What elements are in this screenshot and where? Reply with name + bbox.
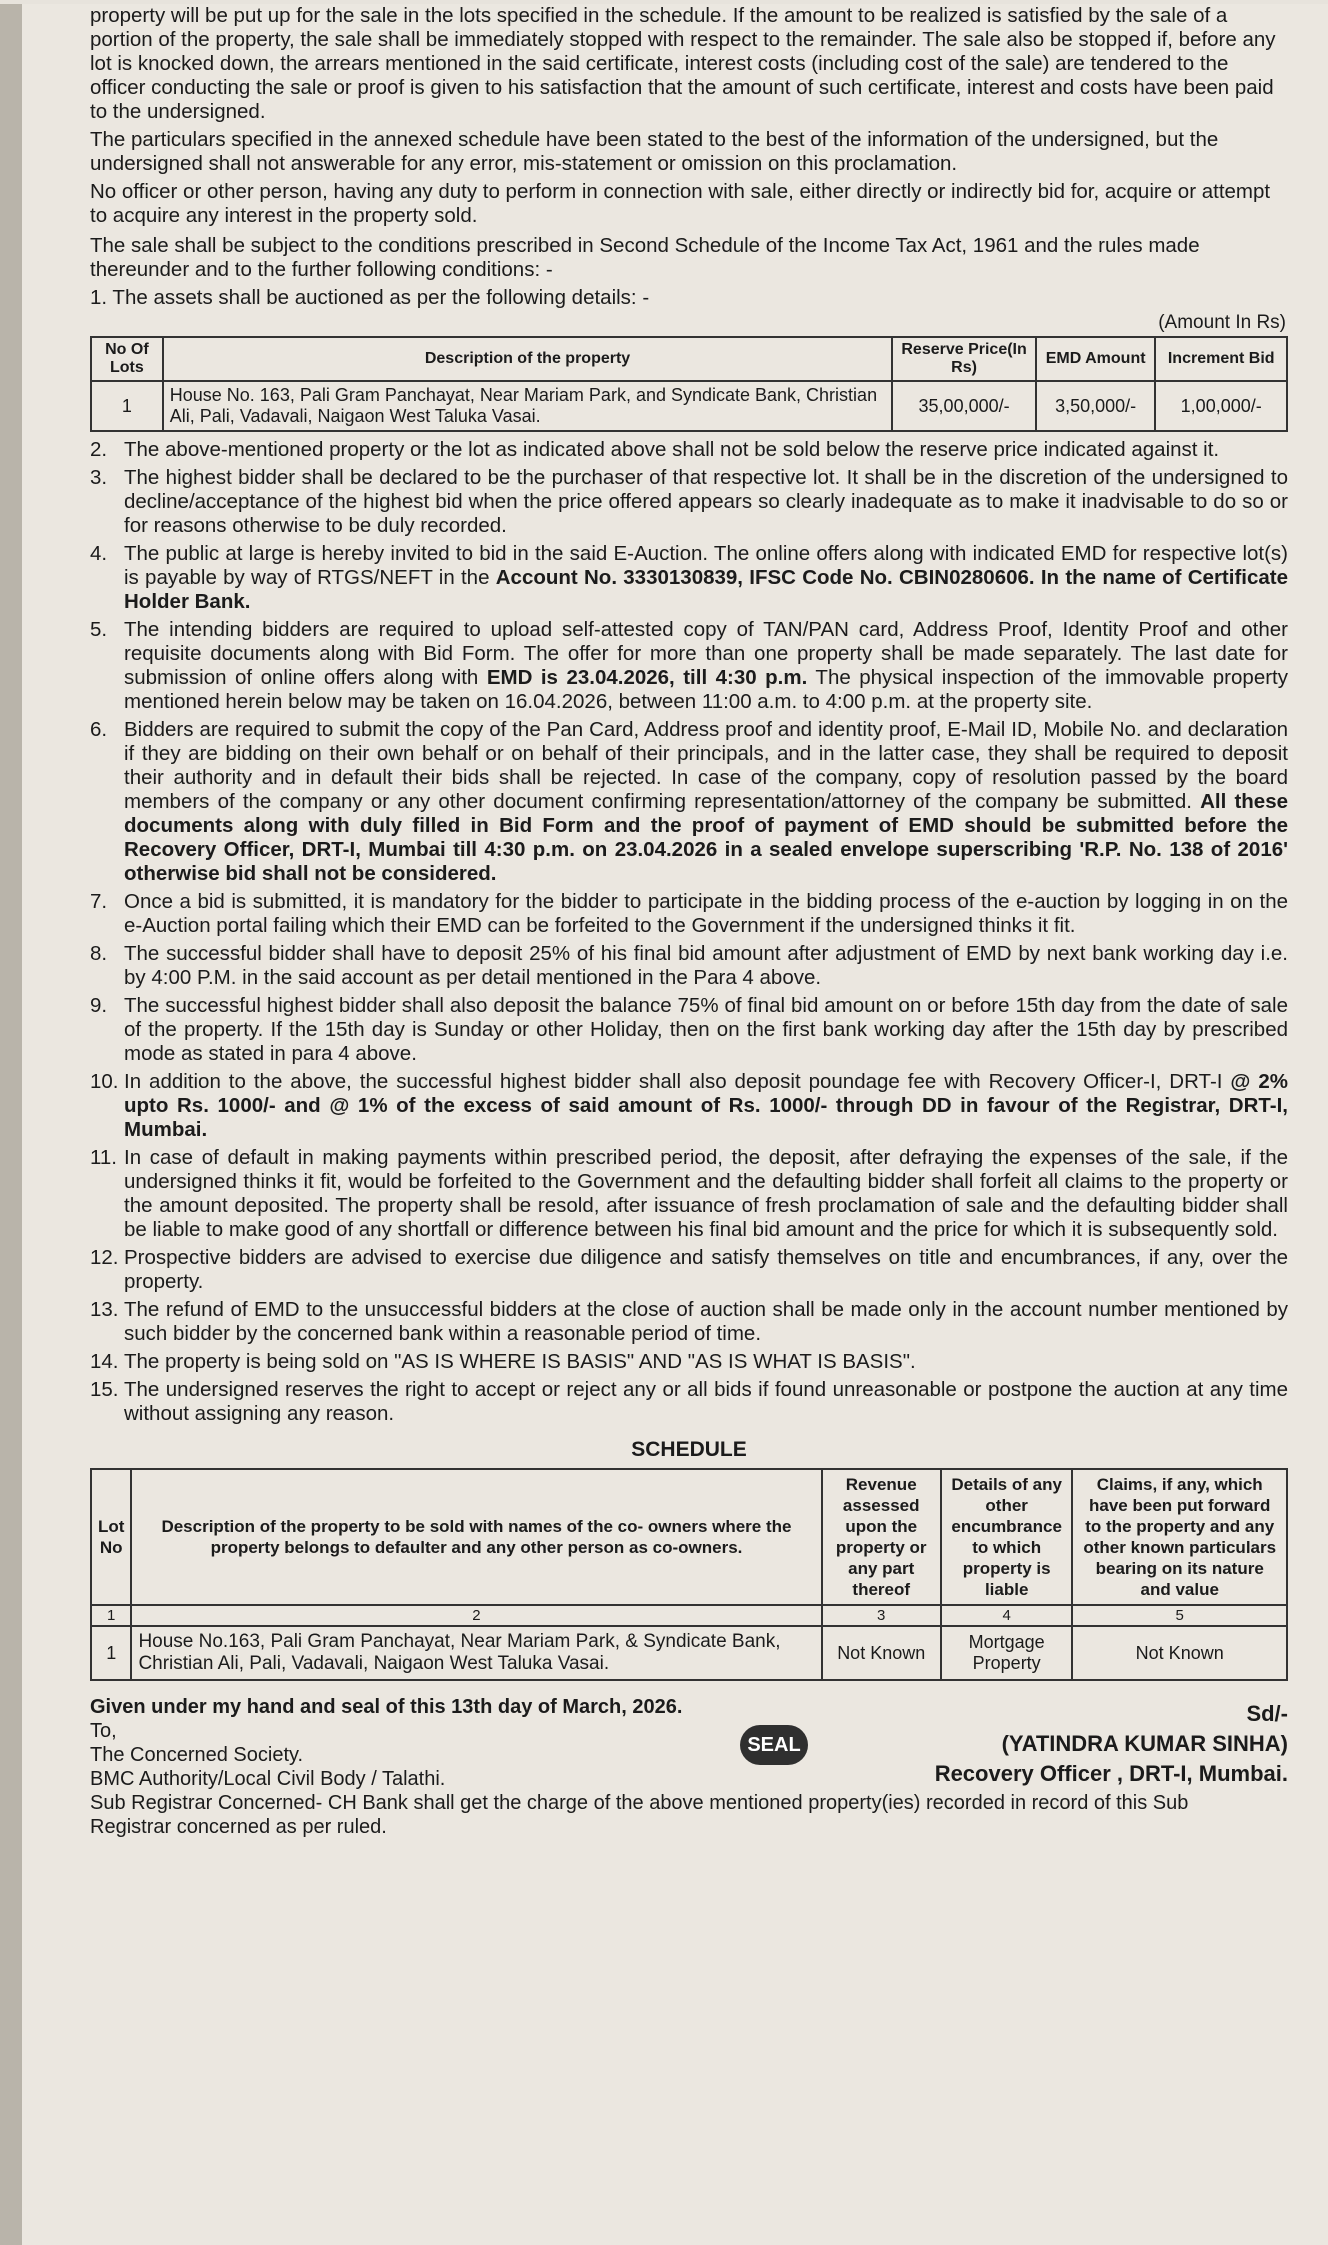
conditions-list <box>90 438 1288 1426</box>
recipient-3: Sub Registrar Concerned- CH Bank shall get the charge of the above mentioned property(ies) recorded in record of this Sub Registrar concerned as per ruled. <box>90 1792 1189 1838</box>
table-row <box>91 1626 1287 1680</box>
condition-number: 8. <box>90 942 108 965</box>
lots-header-no: No Of Lots <box>91 337 163 381</box>
condition-item <box>90 1350 1288 1374</box>
condition-text-main: The refund of EMD to the unsuccessful bidders at the close of auction shall be made only in the account number mentioned by such bidder by the concerned bank within a reasonable period of time. <box>124 1298 1288 1345</box>
condition-text <box>124 542 1288 614</box>
amount-note: (Amount In Rs) <box>1158 312 1286 333</box>
condition-text-main: In case of default in making payments within prescribed period, the deposit, after defraying the expenses of the sale, if the undersigned thinks it fit, would be forfeited to the Government and the defaulting bidder shall forfeit all claims to the property or the amount deposited. The property shall be resold, after issuance of fresh proclamation of sale and the defaulting bidder shall be liable to make good of any shortfall or difference between his final bid amount and the price for which it is subsequently sold. <box>124 1146 1288 1241</box>
given-under-seal: Given under my hand and seal of this 13th day of March, 2026. <box>90 1696 683 1718</box>
condition-text <box>124 1298 1288 1346</box>
condition-number: 11. <box>90 1146 117 1169</box>
lots-header-emd: EMD Amount <box>1036 337 1156 381</box>
condition-text-main: The public at large is hereby invited to bid in the said E-Auction. The online offers along with indicated EMD for respective lot(s) is payable by way of RTGS/NEFT in the <box>124 542 1288 589</box>
condition-item <box>90 1146 1288 1242</box>
lots-header-reserve: Reserve Price(In Rs) <box>892 337 1036 381</box>
schedule-header-encumbrance: Details of any other encumbrance to which property is liable <box>941 1469 1073 1605</box>
condition-number: 7. <box>90 890 108 913</box>
condition-item <box>90 618 1288 714</box>
condition-text-main: The highest bidder shall be declared to be the purchaser of that respective lot. It shall be in the discretion of the undersigned to decline/acceptance of the highest bid when the price offered appears so clearly inadequate as to make it inadvisable to do so or for reasons otherwise to be duly recorded. <box>124 466 1288 537</box>
condition-text <box>124 466 1288 538</box>
condition-text-bold: All these documents along with duly filled in Bid Form and the proof of payment of EMD should be submitted before the Recovery Officer, DRT-I, Mumbai till 4:30 p.m. on 23.04.2026 in a sealed envelope superscribing 'R.P. No. 138 of 2016' otherwise bid shall not be considered. <box>124 790 1288 885</box>
intro-paragraph-3: No officer or other person, having any duty to perform in connection with sale, either directly or indirectly bid for, acquire or attempt to acquire any interest in the property sold. <box>90 180 1271 227</box>
condition-number: 14. <box>90 1350 119 1373</box>
condition-text <box>124 618 1288 714</box>
condition-text-main: The property is being sold on "AS IS WHERE IS BASIS" AND "AS IS WHAT IS BASIS". <box>124 1350 916 1373</box>
reserve-price: 35,00,000/- <box>892 381 1036 431</box>
condition-text <box>124 890 1288 938</box>
schedule-lot-number: 1 <box>91 1626 131 1680</box>
condition-text <box>124 1350 1288 1374</box>
condition-text <box>124 1070 1288 1142</box>
condition-text-main: The successful bidder shall have to deposit 25% of his final bid amount after adjustment of EMD by next bank working day i.e. by 4:00 P.M. in the said account as per detail mentioned in the Para 4 above. <box>124 942 1288 989</box>
condition-text-bold: EMD is 23.04.2026, till 4:30 p.m. <box>486 666 808 689</box>
schedule-header-claims: Claims, if any, which have been put forward to the property and any other known particulars bearing on its nature and value <box>1072 1469 1287 1605</box>
schedule-colnum-3: 3 <box>822 1605 941 1626</box>
condition-number: 9. <box>90 994 108 1017</box>
condition-number: 3. <box>90 466 108 489</box>
condition-number: 10. <box>90 1070 119 1093</box>
condition-item <box>90 1070 1288 1142</box>
schedule-description: House No.163, Pali Gram Panchayat, Near Mariam Park, & Syndicate Bank, Christian Ali, Pali, Vadavali, Naigaon West Taluka Vasai. <box>131 1626 821 1680</box>
condition-text-main: Once a bid is submitted, it is mandatory for the bidder to participate in the bidding process of the e-auction by logging in on the e-Auction portal failing which their EMD can be forfeited to the Government if the undersigned thinks it fit. <box>124 890 1288 937</box>
lots-header-increment: Increment Bid <box>1155 337 1287 381</box>
condition-number: 15. <box>90 1378 119 1401</box>
schedule-table <box>90 1468 1288 1681</box>
intro-paragraph-1: property will be put up for the sale in the lots specified in the schedule. If the amount to be realized is satisfied by the sale of a portion of the property, the sale shall be immediately stopped with respect to the remainder. The sale also be stopped if, before any lot is knocked down, the arrears mentioned in the said certificate, interest costs (including cost of the sale) are tendered to the officer conducting the sale or proof is given to his satisfaction that the amount of such certificate, interest and costs have been paid to the undersigned. <box>90 4 1276 123</box>
condition-text <box>124 718 1288 886</box>
to-label: To, <box>90 1720 117 1742</box>
increment-bid: 1,00,000/- <box>1155 381 1287 431</box>
condition-item <box>90 1298 1288 1346</box>
schedule-claims: Not Known <box>1072 1626 1287 1680</box>
officer-name: (YATINDRA KUMAR SINHA) <box>1001 1731 1288 1756</box>
schedule-header-description: Description of the property to be sold with names of the co- owners where the property belongs to defaulter and any other person as co-owners. <box>131 1469 821 1605</box>
condition-text <box>124 438 1288 462</box>
recipient-2: BMC Authority/Local Civil Body / Talathi. <box>90 1768 446 1790</box>
condition-text-main: The intending bidders are required to upload self-attested copy of TAN/PAN card, Address Proof, Identity Proof and other requisite documents along with Bid Form. The offer for more than one property shall be made separately. The last date for submission of online offers along with <box>124 618 1288 689</box>
officer-designation: Recovery Officer , DRT-I, Mumbai. <box>934 1761 1288 1786</box>
schedule-colnum-4: 4 <box>941 1605 1073 1626</box>
schedule-header-lot: Lot No <box>91 1469 131 1605</box>
emd-amount: 3,50,000/- <box>1036 381 1156 431</box>
condition-item <box>90 890 1288 938</box>
condition-text-bold: Account No. 3330130839, IFSC Code No. CBIN0280606. In the name of Certificate Holder Bank. <box>124 566 1288 613</box>
condition-text <box>124 1246 1288 1294</box>
condition-text-main: In addition to the above, the successful highest bidder shall also deposit poundage fee with Recovery Officer-I, DRT-I <box>124 1070 1231 1093</box>
condition-1: 1. The assets shall be auctioned as per the following details: - <box>90 286 650 309</box>
condition-number: 6. <box>90 718 108 741</box>
schedule-encumbrance: Mortgage Property <box>941 1626 1073 1680</box>
condition-number: 13. <box>90 1298 119 1321</box>
condition-text <box>124 1146 1288 1242</box>
schedule-revenue: Not Known <box>822 1626 941 1680</box>
intro-paragraph-4: The sale shall be subject to the conditions prescribed in Second Schedule of the Income Tax Act, 1961 and the rules made thereunder and to the further following conditions: - <box>90 234 1200 281</box>
lot-number: 1 <box>91 381 163 431</box>
lot-description: House No. 163, Pali Gram Panchayat, Near Mariam Park, and Syndicate Bank, Christian Ali, Pali, Vadavali, Naigaon West Taluka Vasai. <box>163 381 893 431</box>
footer <box>90 1695 1288 1839</box>
condition-text <box>124 942 1288 990</box>
condition-item <box>90 1246 1288 1294</box>
condition-text-main: The successful highest bidder shall also deposit the balance 75% of final bid amount on or before 15th day from the date of sale of the property. If the 15th day is Sunday or other Holiday, then on the first bank working day after the 15th day by prescribed mode as stated in para 4 above. <box>124 994 1288 1065</box>
document-page <box>0 4 1328 2245</box>
schedule-title: SCHEDULE <box>631 1438 747 1461</box>
schedule-colnum-2: 2 <box>131 1605 821 1626</box>
condition-item <box>90 1378 1288 1426</box>
condition-item <box>90 542 1288 614</box>
lots-table <box>90 336 1288 432</box>
lots-header-description: Description of the property <box>163 337 893 381</box>
condition-text-bold: @ 2% upto Rs. 1000/- and @ 1% of the excess of said amount of Rs. 1000/- through DD in favour of the Registrar, DRT-I, Mumbai. <box>124 1070 1288 1141</box>
condition-text-main: Prospective bidders are advised to exercise due diligence and satisfy themselves on title and encumbrances, if any, over the property. <box>124 1246 1288 1293</box>
schedule-colnum-1: 1 <box>91 1605 131 1626</box>
schedule-header-revenue: Revenue assessed upon the property or any part thereof <box>822 1469 941 1605</box>
condition-item <box>90 466 1288 538</box>
condition-item <box>90 942 1288 990</box>
condition-item <box>90 994 1288 1066</box>
condition-text-main: The undersigned reserves the right to accept or reject any or all bids if found unreasonable or postpone the auction at any time without assigning any reason. <box>124 1378 1288 1425</box>
condition-text-main: The above-mentioned property or the lot as indicated above shall not be sold below the reserve price indicated against it. <box>124 438 1220 461</box>
intro-paragraph-2: The particulars specified in the annexed schedule have been stated to the best of the information of the undersigned, but the undersigned shall not answerable for any error, mis-statement or omission on this proclamation. <box>90 128 1219 175</box>
recipient-1: The Concerned Society. <box>90 1744 304 1766</box>
condition-text-tail: The physical inspection of the immovable property mentioned herein below may be taken on 16.04.2026, between 11:00 a.m. to 4:00 p.m. at the property site. <box>124 666 1288 713</box>
condition-item <box>90 718 1288 886</box>
seal-stamp: SEAL <box>740 1725 808 1765</box>
condition-number: 5. <box>90 618 108 641</box>
table-row <box>91 381 1287 431</box>
schedule-colnum-5: 5 <box>1072 1605 1287 1626</box>
condition-item <box>90 438 1288 462</box>
condition-number: 4. <box>90 542 108 565</box>
signature-block <box>935 1699 1288 1789</box>
condition-text-main: Bidders are required to submit the copy of the Pan Card, Address proof and identity proof, E-Mail ID, Mobile No. and declaration if they are bidding on their own behalf or on behalf of their principals, and in the latter case, they shall be required to deposit their authority and in default their bids shall be rejected. In case of the company, copy of resolution passed by the board members of the company or any other document confirming representation/attorney of the company be submitted. <box>124 718 1288 813</box>
signature-sd: Sd/- <box>1246 1701 1288 1726</box>
condition-text <box>124 1378 1288 1426</box>
condition-number: 2. <box>90 438 108 461</box>
condition-number: 12. <box>90 1246 119 1269</box>
condition-text <box>124 994 1288 1066</box>
